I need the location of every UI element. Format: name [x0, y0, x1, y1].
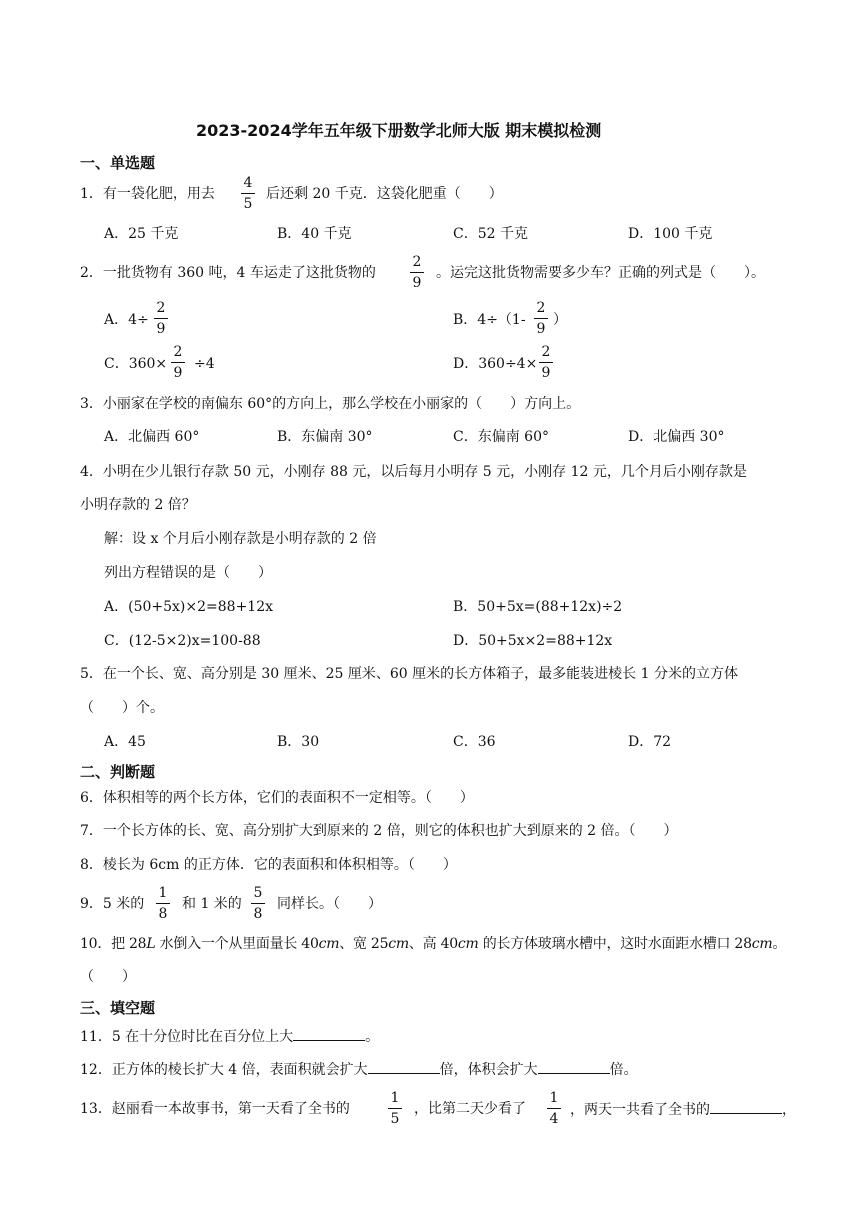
question-9-fraction-2 — [251, 885, 265, 922]
unit-cm: cm — [318, 936, 340, 952]
fraction-numerator: 1 — [390, 1090, 400, 1106]
answer-blank[interactable] — [710, 1101, 782, 1114]
question-10-part-e: 的长方体玻璃水槽中，这时水面距水槽口 28 — [478, 936, 752, 952]
answer-blank[interactable] — [538, 1061, 610, 1074]
question-10-part-a: 10．把 28 — [80, 936, 147, 952]
question-3-option-a: A．北偏西 60° — [104, 429, 200, 445]
question-2-option-b: B．4÷（1- — [453, 312, 526, 328]
fraction-numerator: 4 — [243, 175, 253, 191]
question-9-text: 9．5 米的 — [80, 896, 145, 912]
question-10-part-d: 、高 40 — [408, 936, 458, 952]
question-2-option-a-fraction — [154, 300, 168, 337]
unit-cm: cm — [751, 936, 773, 952]
fraction-numerator: 1 — [549, 1090, 559, 1106]
fraction-denominator: 8 — [158, 906, 168, 922]
answer-blank[interactable] — [368, 1061, 440, 1074]
question-4-option-d: D．50+5x×2=88+12x — [453, 633, 613, 649]
question-1-fraction — [241, 175, 255, 212]
fraction-numerator: 5 — [253, 885, 263, 901]
question-13-text-mid: ，比第二天少看了 — [414, 1101, 526, 1117]
fraction-denominator: 4 — [549, 1111, 559, 1127]
question-3-text: 3．小丽家在学校的南偏东 60°的方向上，那么学校在小丽家的（ ）方向上。 — [80, 396, 581, 412]
question-10-part-c: 、宽 25 — [339, 936, 389, 952]
question-12-part-b: 倍，体积会扩大 — [439, 1062, 538, 1078]
question-10-part-f: 。 — [772, 936, 787, 952]
question-4-solution: 解：设 x 个月后小刚存款是小明存款的 2 倍 — [104, 531, 377, 547]
question-12-part-a: 12．正方体的棱长扩大 4 倍，表面积就会扩大 — [80, 1062, 368, 1078]
question-9-text-mid: 和 1 米的 — [182, 896, 242, 912]
question-4-line-1: 4．小明在少儿银行存款 50 元，小刚存 88 元，以后每月小明存 5 元，小刚存 12 元，几个月后小刚存款是 — [80, 464, 747, 480]
question-2-option-c-tail: ÷4 — [194, 356, 215, 372]
question-1-text-tail: 后还剩 20 千克．这袋化肥重（ ） — [266, 186, 503, 202]
question-2-option-a: A．4÷ — [104, 312, 149, 328]
question-2-text-tail: 。运完这批货物需要多少车？正确的列式是（ ）。 — [436, 265, 765, 281]
question-3-option-c: C．东偏南 60° — [453, 429, 549, 445]
question-3-option-d: D．北偏西 30° — [628, 429, 725, 445]
section-heading-true-false: 二、判断题 — [80, 763, 156, 781]
question-13-fraction-1 — [388, 1090, 402, 1127]
question-2-text: 2．一批货物有 360 吨，4 车运走了这批货物的 — [80, 265, 376, 281]
question-10-text — [80, 936, 786, 952]
page-title: 2023-2024学年五年级下册数学北师大版 期末模拟检测 — [196, 121, 602, 140]
fraction-denominator: 9 — [173, 365, 183, 381]
question-6-text: 6．体积相等的两个长方体，它们的表面积不一定相等。（ ） — [80, 790, 474, 806]
question-1-text: 1．有一袋化肥，用去 — [80, 186, 215, 202]
question-4-line-2: 小明存款的 2 倍？ — [80, 497, 196, 513]
question-2-option-c: C．360× — [104, 356, 168, 372]
question-9-fraction-1 — [156, 885, 170, 922]
question-8-text: 8．棱长为 6cm 的正方体．它的表面积和体积相等。（ ） — [80, 857, 457, 873]
fraction-numerator: 2 — [173, 344, 183, 360]
question-5-option-c: C．36 — [453, 734, 496, 750]
fraction-numerator: 2 — [412, 254, 422, 270]
fraction-numerator: 2 — [541, 344, 551, 360]
question-1-option-b: B．40 千克 — [277, 226, 352, 242]
question-2-option-d-fraction — [539, 344, 553, 381]
question-11-text — [80, 1028, 379, 1045]
question-4-option-b: B．50+5x=(88+12x)÷2 — [453, 599, 623, 615]
fraction-numerator: 1 — [158, 885, 168, 901]
question-1-option-d: D．100 千克 — [628, 226, 713, 242]
question-2-option-b-fraction — [534, 300, 548, 337]
question-2-option-d: D．360÷4× — [453, 356, 538, 372]
section-heading-single-choice: 一、单选题 — [80, 154, 156, 172]
question-13-part-c: ，两天一共看了全书的 — [570, 1102, 710, 1118]
question-7-text: 7．一个长方体的长、宽、高分别扩大到原来的 2 倍，则它的体积也扩大到原来的 2 倍。（ ） — [80, 823, 678, 839]
question-3-option-b: B．东偏南 30° — [277, 429, 373, 445]
question-5-line-1: 5．在一个长、宽、高分别是 30 厘米、25 厘米、60 厘米的长方体箱子，最多能装进棱长 1 分米的立方体 — [80, 666, 738, 682]
answer-blank[interactable] — [293, 1028, 365, 1041]
question-2-option-c-fraction — [171, 344, 185, 381]
fraction-denominator: 5 — [390, 1111, 400, 1127]
fraction-denominator: 9 — [536, 321, 546, 337]
question-4-option-c: C．(12-5×2)x=100-88 — [104, 633, 261, 649]
question-11-part-a: 11．5 在十分位时比在百分位上大 — [80, 1029, 294, 1045]
question-10-line-2: （ ） — [80, 969, 136, 985]
fraction-numerator: 2 — [536, 300, 546, 316]
question-13-fraction-2 — [547, 1090, 561, 1127]
question-2-fraction — [410, 254, 424, 291]
question-9-text-tail: 同样长。（ ） — [277, 896, 382, 912]
question-4-option-a: A．(50+5x)×2=88+12x — [104, 599, 274, 615]
question-13-part-d: ， — [782, 1102, 796, 1118]
fraction-denominator: 5 — [243, 196, 253, 212]
fraction-denominator: 9 — [412, 275, 422, 291]
question-10-part-b: 水倒入一个从里面量长 40 — [155, 936, 319, 952]
section-heading-fill-blank: 三、填空题 — [80, 999, 156, 1017]
question-1-option-c: C．52 千克 — [453, 226, 528, 242]
fraction-denominator: 9 — [541, 365, 551, 381]
question-5-option-a: A．45 — [104, 734, 146, 750]
question-2-option-b-tail: ） — [553, 312, 567, 328]
fraction-denominator: 9 — [156, 321, 166, 337]
question-11-part-b: 。 — [365, 1029, 380, 1045]
question-1-option-a: A．25 千克 — [104, 226, 179, 242]
question-12-text — [80, 1061, 638, 1078]
unit-cm: cm — [457, 936, 479, 952]
question-13-text: 13．赵丽看一本故事书，第一天看了全书的 — [80, 1101, 350, 1117]
unit-liter: L — [146, 936, 156, 952]
question-12-part-c: 倍。 — [609, 1062, 638, 1078]
unit-cm: cm — [388, 936, 409, 952]
question-5-line-2: （ ）个。 — [80, 700, 164, 716]
fraction-numerator: 2 — [156, 300, 166, 316]
question-5-option-b: B．30 — [277, 734, 320, 750]
question-13-text-tail — [570, 1101, 796, 1118]
question-5-option-d: D．72 — [628, 734, 672, 750]
fraction-denominator: 8 — [253, 906, 263, 922]
question-4-prompt: 列出方程错误的是（ ） — [104, 565, 272, 581]
